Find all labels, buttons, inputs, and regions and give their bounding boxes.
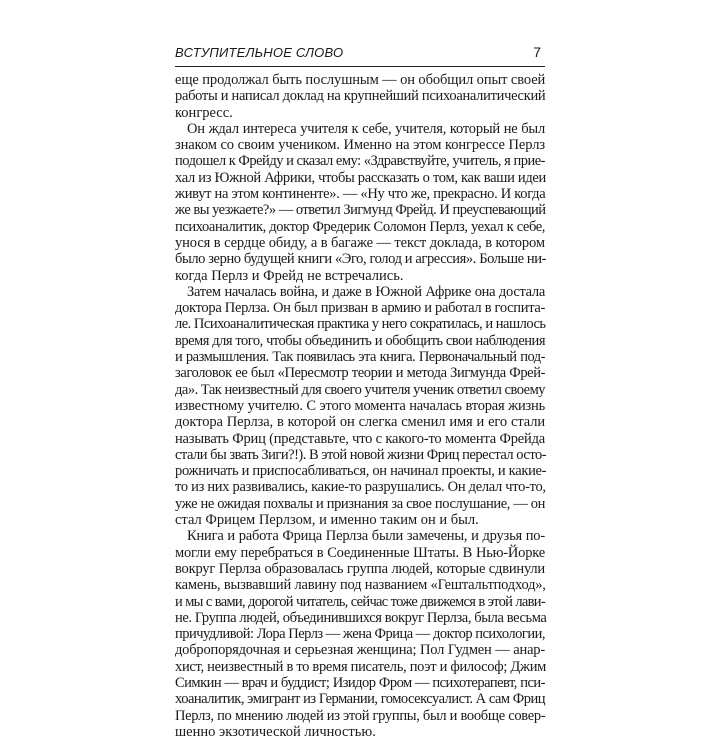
text-line: известному учителю. С этого момента началась вторая жизнь — [175, 397, 545, 414]
text-line: рожничать и приспосабливаться, он начинал проекты, и какие- — [175, 463, 547, 480]
text-line: подошел к Фрейду и сказал ему: «Здравствуйте, учитель, я прие- — [175, 153, 545, 170]
running-header — [175, 42, 545, 67]
text-line: шенно экзотической личностью. — [175, 723, 376, 740]
paragraph — [175, 284, 545, 528]
paragraph — [175, 72, 545, 121]
text-line: хист, неизвестный в то время писатель, поэт и философ; Джим — [175, 658, 547, 675]
text-line: же вы уезжаете?» — ответил Зигмунд Фрейд. И преуспевающий — [175, 202, 546, 219]
text-line: хал из Южной Африки, чтобы рассказать о том, как ваши идеи — [175, 169, 547, 186]
running-title: ВСТУПИТЕЛЬНОЕ СЛОВО — [175, 45, 344, 60]
text-line: работы и написал доклад на крупнейший психоаналитический — [175, 88, 546, 105]
text-line: психоаналитик, доктор Фредерик Соломон Перлз, уехал к себе, — [175, 218, 545, 235]
text-line: стал Фрицем Перлзом, и именно таким он и был. — [175, 512, 479, 529]
text-line: заголовок ее был «Пересмотр теории и метода Зигмунда Фрей- — [175, 365, 545, 382]
text-line: камень, вызвавший лавину под названием «Гештальтподход», — [175, 577, 546, 594]
text-line: время для того, чтобы объединить и обобщить свои наблюдения — [175, 332, 545, 349]
text-line: Он ждал интереса учителя к себе, учителя, который не был — [187, 120, 545, 137]
text-line: когда Перлз и Фрейд не встречались. — [175, 267, 404, 284]
text-line: не. Группа людей, объединившихся вокруг Перлза, была весьма — [175, 609, 547, 626]
text-line: причудливой: Лора Перлз — жена Фрица — доктор психологии, — [175, 626, 545, 643]
text-line: хоаналитик, эмигрант из Германии, гомосексуалист. А сам Фриц — [175, 691, 545, 708]
text-line: еще продолжал быть послушным — он обобщил опыт своей — [175, 72, 546, 88]
text-line: и мы с вами, дорогой читатель, сейчас тоже движемся в этой лави- — [175, 593, 545, 610]
text-line: доктора Перлза. Он был призван в армию и работал в госпита- — [175, 300, 546, 317]
text-line: Затем началась война, и даже в Южной Африке она достала — [187, 283, 545, 300]
text-line: знаком со своим учеником. Именно на этом конгрессе Перлз — [175, 137, 545, 154]
text-line: и размышления. Так появилась эта книга. Первоначальный под- — [175, 349, 545, 366]
paragraph — [175, 121, 545, 284]
text-line: стали бы звать Зиги?!). В этой новой жизни Фриц перестал осто- — [175, 446, 547, 463]
text-line: ле. Психоаналитическая практика у него сократилась, и нашлось — [175, 316, 546, 333]
page-number: 7 — [533, 44, 541, 60]
text-line: то из них развивались, какие-то разрушались. Он делал что-то, — [175, 479, 546, 496]
paragraph — [175, 528, 545, 740]
text-line: да». Так неизвестный для своего учителя ученик ответил своему — [175, 381, 545, 398]
text-line: уже не ожидая похвалы и признания за свое послушание, — он — [175, 495, 545, 512]
text-line: Симкин — врач и буддист; Изидор Фром — психотерапевт, пси- — [175, 674, 545, 691]
text-line: называть Фриц (представьте, что с какого-то момента Фрейда — [175, 430, 545, 447]
text-line: живут на этом континенте». — «Ну что же, прекрасно. И когда — [175, 186, 546, 203]
text-line: было зерно будущей книги «Эго, голод и агрессия». Больше ни- — [175, 251, 546, 268]
text-line: доктора Перлза, в которой он слегка сменил имя и его стали — [175, 414, 545, 431]
text-line: унося в сердце обиду, а в багаже — текст доклада, в котором — [175, 234, 545, 251]
text-line: могли ему перебраться в Соединенные Штаты. В Нью-Йорке — [175, 544, 545, 561]
text-line: Перлз, по мнению людей из этой группы, был и вообще совер- — [175, 707, 546, 724]
text-line: конгресс. — [175, 104, 233, 121]
text-line: Книга и работа Фрица Перлза были замечены, и друзья по- — [187, 528, 545, 545]
text-line: добропорядочная и серьезная женщина; Пол Гудмен — анар- — [175, 642, 545, 659]
body-text — [175, 72, 545, 740]
text-line: вокруг Перлза образовалась группа людей, которые сдвинули — [175, 560, 545, 577]
